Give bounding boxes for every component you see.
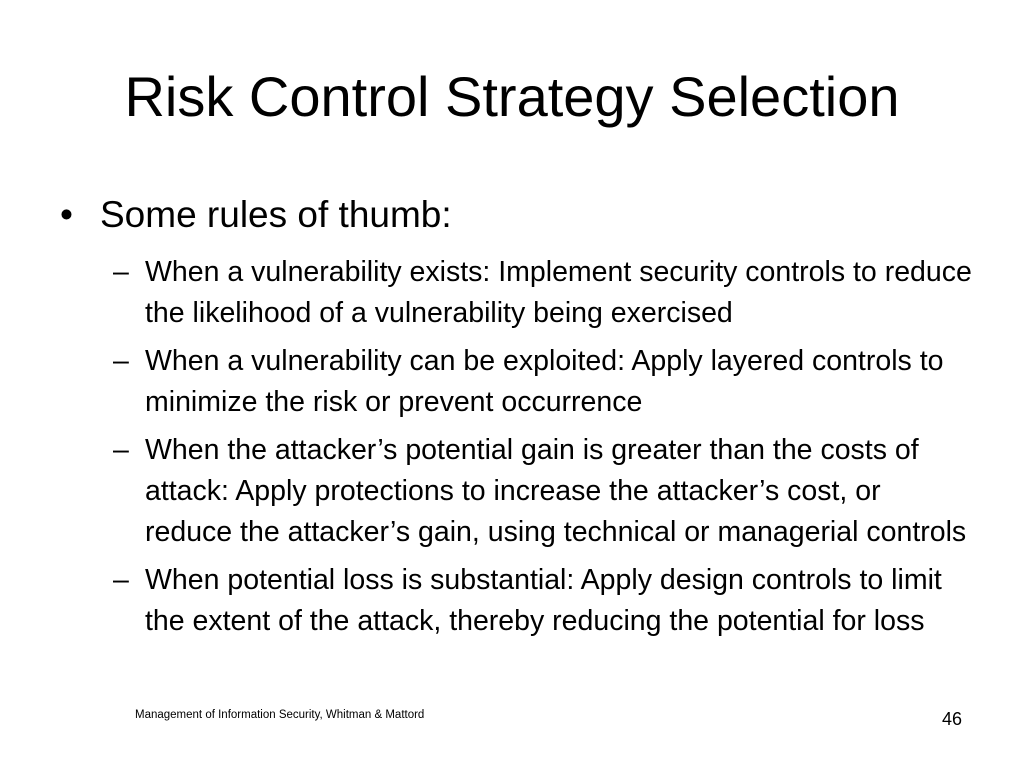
dash-marker: – [113, 256, 129, 288]
sub-bullet [113, 341, 973, 423]
sub-bullet-text: When potential loss is substantial: Apply design controls to limit the extent of the attack, thereby reducing the potential for loss [145, 564, 942, 637]
sub-bullet [113, 430, 973, 553]
page-number: 46 [941, 709, 962, 729]
dash-marker: – [113, 345, 129, 377]
bullet-marker: • [60, 194, 73, 235]
dash-marker: – [113, 434, 129, 466]
dash-marker: – [113, 564, 129, 596]
bullet-text: Some rules of thumb: [100, 194, 452, 235]
sub-bullet-text: When a vulnerability exists: Implement security controls to reduce the likelihood of a vulnerability being exercised [145, 256, 972, 329]
sub-bullet [113, 252, 973, 334]
footer-citation: Management of Information Security, Whitman & Mattord [135, 709, 425, 721]
sub-bullet-list [113, 252, 973, 649]
sub-bullet [113, 560, 973, 642]
sub-bullet-text: When the attacker’s potential gain is greater than the costs of attack: Apply protections to increase the attacker’s cost, or reduce the attacker’s gain, using technical or managerial controls [145, 434, 967, 548]
bullet-level-1 [60, 192, 452, 238]
slide-title: Risk Control Strategy Selection [124, 65, 900, 128]
sub-bullet-text: When a vulnerability can be exploited: Apply layered controls to minimize the risk or prevent occurrence [145, 345, 944, 418]
